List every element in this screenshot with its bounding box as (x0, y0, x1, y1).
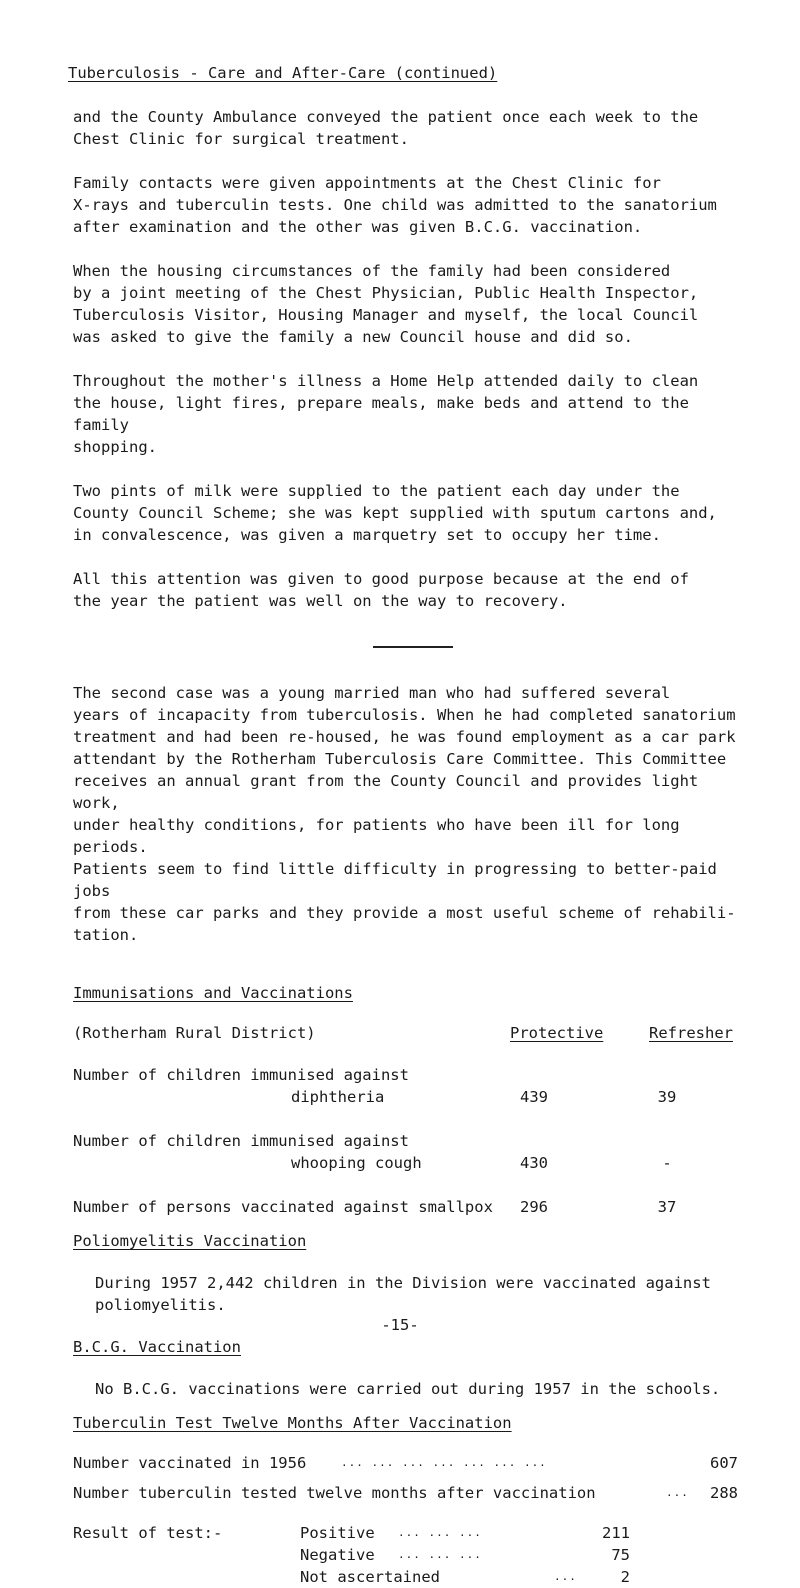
row-label-line1: Number of children immunised against (73, 1132, 409, 1150)
refresher-column-header: Refresher (649, 1024, 733, 1042)
result-row-positive (300, 1522, 630, 1544)
result-value: 75 (611, 1546, 630, 1564)
row-label-line2: whooping cough (291, 1154, 422, 1172)
dot-leader: ... (666, 1486, 689, 1499)
protective-value: 439 (520, 1088, 548, 1106)
protective-value: 296 (520, 1198, 548, 1216)
refresher-value: 37 (657, 1198, 677, 1216)
bcg-paragraph: No B.C.G. vaccinations were carried out during 1957 in the schools. (95, 1380, 721, 1398)
dot-leader: ... ... ... (398, 1526, 482, 1539)
row-label-line1: Number of children immunised against (73, 1066, 409, 1084)
table-row-whooping-cough (73, 1130, 753, 1174)
tested-value: 288 (710, 1484, 738, 1502)
bcg-heading: B.C.G. Vaccination (73, 1338, 241, 1356)
row-label-line1: Number of persons vaccinated against smallpox (73, 1198, 493, 1216)
protective-column-header: Protective (510, 1024, 604, 1042)
paragraph-5: Two pints of milk were supplied to the patient each day under the County Council Scheme; she was kept supplied with sputum cartons and, in convalescence, was given a marquetry set to occupy her time. (73, 482, 717, 544)
paragraph-2: Family contacts were given appointments at the Chest Clinic for X-rays and tuberculin tests. One child was admitted to the sanatorium after examination and the other was given B.C.G. vaccination. (73, 174, 717, 236)
refresher-value: - (662, 1154, 672, 1172)
paragraph-4: Throughout the mother's illness a Home Help attended daily to clean the house, light fires, prepare meals, make beds and attend to the family shopping. (73, 372, 699, 456)
paragraph-3: When the housing circumstances of the family had been considered by a joint meeting of the Chest Physician, Public Health Inspector, Tuberculosis Visitor, Housing Manager and myself, the local Council was asked to give the family a new Council house and did so. (73, 262, 699, 346)
table-row-smallpox (73, 1196, 753, 1218)
result-row-not-ascertained (300, 1566, 630, 1588)
row-label-line2: diphtheria (291, 1088, 385, 1106)
polio-heading: Poliomyelitis Vaccination (73, 1232, 307, 1250)
test-results (73, 1522, 753, 1588)
result-row-negative (300, 1544, 630, 1566)
district-label: (Rotherham Rural District) (73, 1024, 316, 1042)
document-page (68, 62, 753, 1588)
dot-leader: ... ... ... ... ... ... ... (341, 1456, 547, 1469)
tuberculin-tested-row (73, 1482, 753, 1504)
protective-value: 430 (520, 1154, 548, 1172)
immunisations-heading: Immunisations and Vaccinations (73, 984, 353, 1002)
result-value: 211 (602, 1524, 630, 1542)
vaccinated-1956-row (73, 1452, 753, 1474)
dot-leader: ... (554, 1570, 577, 1583)
vaccinated-label: Number vaccinated in 1956 (73, 1454, 307, 1472)
tuberculin-heading: Tuberculin Test Twelve Months After Vaccination (73, 1414, 512, 1432)
tested-label: Number tuberculin tested twelve months after vaccination (73, 1484, 596, 1502)
result-name: Negative (300, 1546, 375, 1564)
result-value: 2 (620, 1568, 630, 1586)
immunisations-table-header (73, 1022, 753, 1044)
section-header: Tuberculosis - Care and After-Care (continued) (68, 64, 498, 82)
page-number: -15- (381, 1316, 419, 1334)
refresher-value: 39 (657, 1088, 677, 1106)
paragraph-1: and the County Ambulance conveyed the patient once each week to the Chest Clinic for surgical treatment. (73, 108, 699, 148)
table-row-diphtheria (73, 1064, 753, 1108)
dot-leader: ... ... ... (398, 1548, 482, 1561)
result-label: Result of test:- (73, 1524, 223, 1542)
polio-paragraph: During 1957 2,442 children in the Division were vaccinated against poliomyelitis. (95, 1274, 711, 1314)
section-divider (73, 646, 753, 648)
second-case-paragraph: The second case was a young married man who had suffered several years of incapacity from tuberculosis. When he had completed sanatorium treatment and had been re-housed, he was found employment as a car park attendant by the Rotherham Tuberculosis Care Committee. This Committee receives an annual grant from the County Council and provides light work, under healthy conditions, for patients who have been ill for long periods. Patients seem to find little difficulty in progressing to better-paid jobs from these car parks and they provide a most useful scheme of rehabili- tation. (73, 684, 736, 944)
paragraph-6: All this attention was given to good purpose because at the end of the year the patient was well on the way to recovery. (73, 570, 689, 610)
result-name: Not ascertained (300, 1568, 440, 1586)
result-name: Positive (300, 1524, 375, 1542)
vaccinated-value: 607 (710, 1454, 738, 1472)
